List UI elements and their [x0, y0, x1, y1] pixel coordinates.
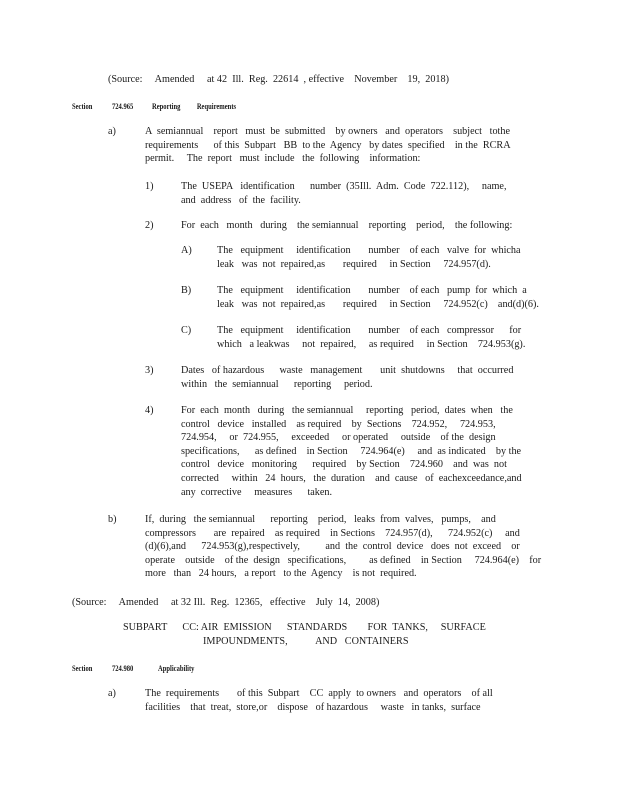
subsection-marker: a)	[108, 688, 116, 699]
text-line: more than 24 hours, a report to the Agency is not required.	[145, 568, 417, 580]
text-line: control device monitoring required by Section 724.960 and was not	[181, 459, 507, 471]
text-line: which a leakwas not repaired, as required in Section 724.953(g).	[217, 338, 526, 350]
subparagraph-marker: A)	[181, 245, 192, 256]
subparagraph-C-text	[217, 324, 525, 351]
section-title: Reporting Requirements	[152, 102, 237, 111]
section-number: 724.980	[112, 664, 134, 673]
text-line: Dates of hazardous waste management unit shutdowns that occurred	[181, 365, 514, 376]
subpart-heading-line2: IMPOUNDMENTS, AND CONTAINERS	[203, 636, 409, 647]
subsection-marker: a)	[108, 126, 116, 137]
text-line: A semiannual report must be submitted by owners and operators subject tothe	[145, 126, 510, 137]
text-line: The equipment identification number of each valve for whicha	[217, 245, 521, 256]
text-line: (d)(6),and 724.953(g),respectively, and the control device does not exceed or	[145, 541, 520, 553]
source-note-2018: (Source: Amended at 42 Ill. Reg. 22614 , effective November 19, 2018)	[108, 74, 450, 85]
paragraph-marker: 2)	[145, 220, 154, 231]
text-line: corrected within 24 hours, the duration and cause of eachexceedance,and	[181, 472, 522, 484]
paragraph-2-text	[181, 219, 512, 233]
text-line: control device installed as required by Sections 724.952, 724.953,	[181, 418, 496, 430]
text-line: requirements of this Subpart BB to the Agency by dates specified in the RCRA	[145, 139, 511, 151]
text-line: and address of the facility.	[181, 194, 301, 206]
paragraph-3-text	[181, 364, 513, 391]
text-line: any corrective measures taken.	[181, 486, 333, 498]
text-line: The equipment identification number of each compressor for	[217, 325, 522, 336]
text-line: The USEPA identification number (35Ill. Adm. Code 722.112), name,	[181, 181, 507, 192]
text-line: leak was not repaired,as required in Section 724.952(c) and(d)(6).	[217, 298, 539, 310]
text-line: operate outside of the design specifications, as defined in Section 724.964(e) for	[145, 554, 542, 566]
paragraph-marker: 1)	[145, 181, 154, 192]
text-line: permit. The report must include the following information:	[145, 153, 421, 165]
subsection-b-text	[145, 513, 541, 581]
section-label: Section	[72, 664, 93, 673]
source-note-2008: (Source: Amended at 32 Ill. Reg. 12365, effective July 14, 2008)	[72, 597, 380, 608]
paragraph-4-text	[181, 404, 522, 499]
paragraph-1-text	[181, 180, 507, 207]
text-line: The requirements of this Subpart CC apply to owners and operators of all	[145, 688, 493, 699]
section-title: Applicability	[158, 664, 195, 673]
section-number: 724.965	[112, 102, 134, 111]
subsection-a-text	[145, 125, 511, 166]
text-line: 724.954, or 724.955, exceeded or operated outside of the design	[181, 432, 496, 444]
text-line: specifications, as defined in Section 724.964(e) and as indicated by the	[181, 445, 522, 457]
subparagraph-A-text	[217, 244, 521, 271]
text-line: facilities that treat, store,or dispose of hazardous waste in tanks, surface	[145, 701, 481, 713]
text-line: For each month during the semiannual reporting period, the following:	[181, 220, 513, 231]
paragraph-marker: 3)	[145, 365, 154, 376]
text-line: If, during the semiannual reporting period, leaks from valves, pumps, and	[145, 514, 496, 525]
subparagraph-B-text	[217, 284, 539, 311]
paragraph-marker: 4)	[145, 405, 154, 416]
applicability-a-text	[145, 687, 493, 714]
text-line: leak was not repaired,as required in Section 724.957(d).	[217, 258, 491, 270]
subpart-heading-line1: SUBPART CC: AIR EMISSION STANDARDS FOR TANKS, SURFACE	[123, 622, 486, 633]
subsection-marker: b)	[108, 514, 117, 525]
text-line: The equipment identification number of each pump for which a	[217, 285, 527, 296]
subparagraph-marker: B)	[181, 285, 192, 296]
subparagraph-marker: C)	[181, 325, 192, 336]
text-line: compressors are repaired as required in Sections 724.957(d), 724.952(c) and	[145, 527, 520, 539]
text-line: For each month during the semiannual reporting period, dates when the	[181, 405, 513, 416]
text-line: within the semiannual reporting period.	[181, 378, 373, 390]
section-label: Section	[72, 102, 93, 111]
